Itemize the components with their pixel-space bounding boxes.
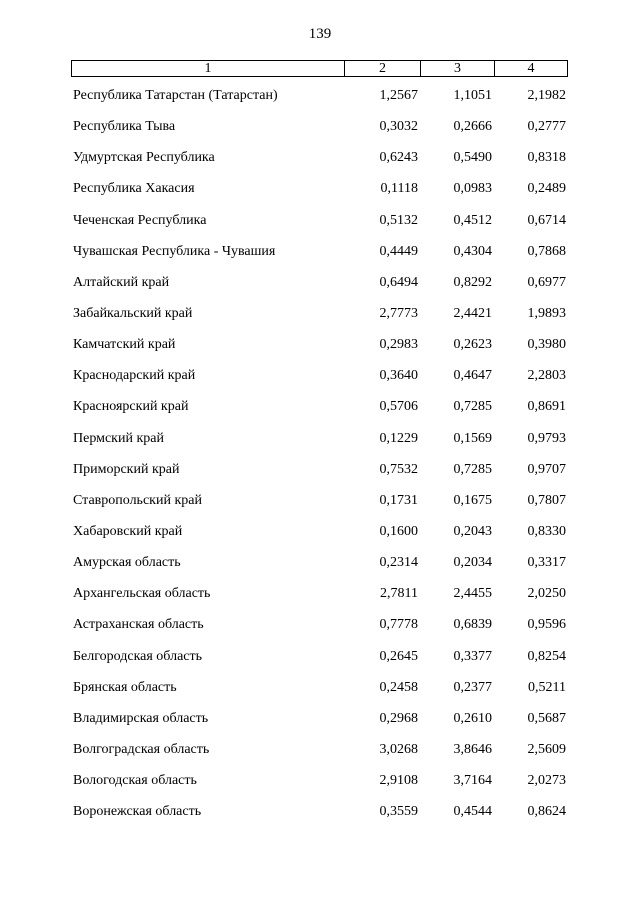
region-name: Ставропольский край bbox=[73, 492, 202, 508]
table-row bbox=[0, 613, 640, 644]
value-col-3: 0,0983 bbox=[453, 181, 492, 197]
region-name: Волгоградская область bbox=[73, 741, 210, 757]
value-col-3: 0,2043 bbox=[453, 523, 492, 539]
region-name: Республика Татарстан (Татарстан) bbox=[73, 88, 278, 103]
table-row bbox=[0, 302, 640, 333]
value-col-4: 0,5211 bbox=[528, 679, 566, 695]
region-name: Хабаровский край bbox=[73, 523, 183, 539]
region-name: Брянская область bbox=[73, 679, 177, 695]
value-col-4: 0,2489 bbox=[527, 181, 566, 197]
table-row bbox=[0, 458, 640, 489]
value-col-2: 2,9108 bbox=[379, 773, 418, 789]
value-col-3: 0,2666 bbox=[453, 119, 492, 135]
value-col-3: 0,2034 bbox=[453, 555, 492, 571]
region-name: Вологодская область bbox=[73, 773, 197, 789]
table-row bbox=[0, 707, 640, 738]
value-col-2: 0,1118 bbox=[380, 181, 418, 197]
table-row bbox=[0, 395, 640, 426]
value-col-2: 0,2458 bbox=[379, 679, 418, 695]
value-col-2: 2,7811 bbox=[380, 586, 418, 602]
value-col-4: 2,1982 bbox=[527, 88, 566, 103]
value-col-3: 0,4304 bbox=[453, 243, 492, 259]
region-name: Астраханская область bbox=[73, 617, 204, 633]
value-col-4: 0,7868 bbox=[527, 243, 566, 259]
table-row bbox=[0, 427, 640, 458]
value-col-4: 0,9707 bbox=[527, 461, 566, 477]
table-row bbox=[0, 240, 640, 271]
value-col-4: 0,3317 bbox=[527, 555, 566, 571]
region-name: Приморский край bbox=[73, 461, 180, 477]
value-col-4: 0,8318 bbox=[527, 150, 566, 166]
value-col-3: 3,7164 bbox=[453, 773, 492, 789]
value-col-4: 0,9596 bbox=[527, 617, 566, 633]
table-row bbox=[0, 177, 640, 208]
table-row bbox=[0, 738, 640, 769]
value-col-3: 1,1051 bbox=[453, 88, 492, 103]
value-col-3: 0,7285 bbox=[453, 399, 492, 415]
value-col-4: 0,8691 bbox=[527, 399, 566, 415]
value-col-4: 0,2777 bbox=[527, 119, 566, 135]
value-col-4: 0,3980 bbox=[527, 337, 566, 353]
value-col-2: 1,2567 bbox=[379, 88, 418, 103]
value-col-3: 0,1675 bbox=[453, 492, 492, 508]
value-col-2: 0,2314 bbox=[379, 555, 418, 571]
region-name: Республика Хакасия bbox=[73, 181, 195, 197]
value-col-2: 0,7778 bbox=[379, 617, 418, 633]
region-name: Воронежская область bbox=[73, 804, 202, 820]
value-col-2: 0,6494 bbox=[379, 274, 418, 290]
table-row bbox=[0, 271, 640, 302]
table-row bbox=[0, 520, 640, 551]
value-col-2: 0,7532 bbox=[379, 461, 418, 477]
table-row bbox=[0, 676, 640, 707]
region-name: Красноярский край bbox=[73, 399, 189, 415]
value-col-4: 0,8624 bbox=[527, 804, 566, 820]
region-name: Чеченская Республика bbox=[73, 212, 207, 228]
table-row bbox=[0, 551, 640, 582]
region-name: Белгородская область bbox=[73, 648, 203, 664]
region-name: Камчатский край bbox=[73, 337, 176, 353]
value-col-2: 0,2968 bbox=[379, 710, 418, 726]
value-col-3: 0,2377 bbox=[453, 679, 492, 695]
region-name: Чувашская Республика - Чувашия bbox=[73, 243, 276, 259]
value-col-3: 0,2610 bbox=[453, 710, 492, 726]
table-row bbox=[0, 115, 640, 146]
value-col-4: 0,9793 bbox=[527, 430, 566, 446]
value-col-4: 0,7807 bbox=[527, 492, 566, 508]
value-col-4: 0,8254 bbox=[527, 648, 566, 664]
value-col-2: 0,2645 bbox=[379, 648, 418, 664]
region-name: Забайкальский край bbox=[73, 305, 193, 321]
table-body bbox=[0, 84, 640, 831]
value-col-2: 0,3559 bbox=[379, 804, 418, 820]
value-col-3: 0,7285 bbox=[453, 461, 492, 477]
value-col-3: 0,4512 bbox=[453, 212, 492, 228]
value-col-4: 0,6714 bbox=[527, 212, 566, 228]
value-col-3: 2,4421 bbox=[453, 305, 492, 321]
value-col-4: 1,9893 bbox=[527, 305, 566, 321]
value-col-3: 0,1569 bbox=[453, 430, 492, 446]
table-column-header-row bbox=[71, 60, 568, 77]
column-header-3: 3 bbox=[421, 61, 495, 76]
value-col-3: 0,2623 bbox=[453, 337, 492, 353]
value-col-2: 2,7773 bbox=[379, 305, 418, 321]
value-col-2: 3,0268 bbox=[379, 741, 418, 757]
table-row bbox=[0, 209, 640, 240]
table-row bbox=[0, 645, 640, 676]
value-col-2: 0,2983 bbox=[379, 337, 418, 353]
value-col-4: 2,2803 bbox=[527, 368, 566, 384]
region-name: Архангельская область bbox=[73, 586, 211, 602]
value-col-4: 0,6977 bbox=[527, 274, 566, 290]
value-col-3: 0,4647 bbox=[453, 368, 492, 384]
value-col-3: 0,4544 bbox=[453, 804, 492, 820]
value-col-4: 2,5609 bbox=[527, 741, 566, 757]
column-header-2: 2 bbox=[345, 61, 421, 76]
value-col-4: 0,8330 bbox=[527, 523, 566, 539]
region-name: Амурская область bbox=[73, 555, 181, 571]
region-name: Краснодарский край bbox=[73, 368, 196, 384]
table-row bbox=[0, 489, 640, 520]
value-col-2: 0,5706 bbox=[379, 399, 418, 415]
region-name: Пермский край bbox=[73, 430, 164, 446]
table-row bbox=[0, 582, 640, 613]
table-row bbox=[0, 800, 640, 831]
region-name: Алтайский край bbox=[73, 274, 170, 290]
value-col-4: 0,5687 bbox=[527, 710, 566, 726]
value-col-3: 0,8292 bbox=[453, 274, 492, 290]
value-col-4: 2,0273 bbox=[527, 773, 566, 789]
value-col-2: 0,3640 bbox=[379, 368, 418, 384]
table-row bbox=[0, 146, 640, 177]
value-col-3: 0,6839 bbox=[453, 617, 492, 633]
value-col-3: 3,8646 bbox=[453, 741, 492, 757]
value-col-2: 0,5132 bbox=[379, 212, 418, 228]
value-col-3: 0,5490 bbox=[453, 150, 492, 166]
value-col-2: 0,4449 bbox=[379, 243, 418, 259]
region-name: Владимирская область bbox=[73, 710, 209, 726]
region-name: Удмуртская Республика bbox=[73, 150, 215, 166]
value-col-2: 0,1600 bbox=[379, 523, 418, 539]
column-header-1: 1 bbox=[72, 61, 345, 76]
value-col-2: 0,3032 bbox=[379, 119, 418, 135]
value-col-2: 0,1229 bbox=[379, 430, 418, 446]
value-col-2: 0,6243 bbox=[379, 150, 418, 166]
value-col-3: 2,4455 bbox=[453, 586, 492, 602]
table-row bbox=[0, 364, 640, 395]
table-row bbox=[0, 769, 640, 800]
column-header-4: 4 bbox=[527, 61, 535, 76]
table-row bbox=[0, 84, 640, 115]
value-col-3: 0,3377 bbox=[453, 648, 492, 664]
value-col-2: 0,1731 bbox=[379, 492, 418, 508]
page-number: 139 bbox=[308, 26, 332, 42]
table-row bbox=[0, 333, 640, 364]
region-name: Республика Тыва bbox=[73, 119, 176, 135]
value-col-4: 2,0250 bbox=[527, 586, 566, 602]
